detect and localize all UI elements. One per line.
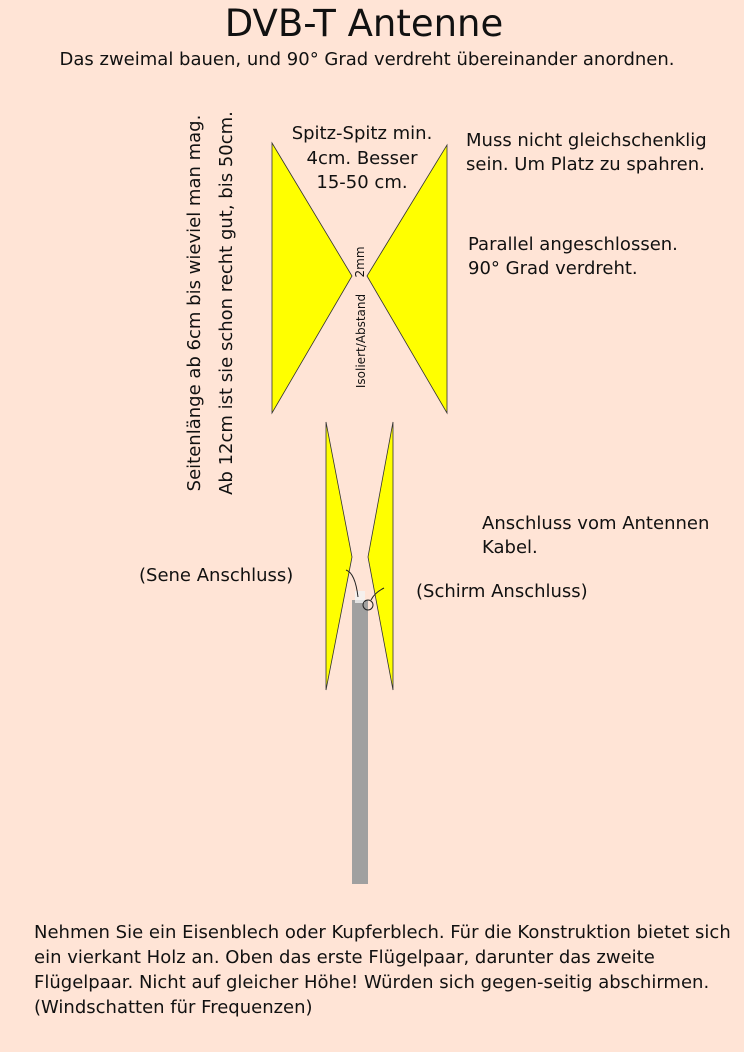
page-title: DVB-T Antenne	[224, 2, 504, 45]
cable-end	[355, 591, 365, 603]
instructions-text: Nehmen Sie ein Eisenblech oder Kupferblech. Für die Konstruktion bietet sich ein vierkant Holz an. Oben das erste Flügelpaar, darunter das zweite Flügelpaar. Nicht auf gleicher Höhe! Würden sich gegen-seitig abschirmen. (Windschatten für Frequenzen)	[34, 922, 731, 1018]
lower-right-wing	[368, 422, 393, 690]
side-length-note: Seitenlänge ab 6cm bis wieviel man mag. Ab 12cm ist sie schon recht gut, bis 50cm.	[184, 111, 237, 495]
subtitle: Das zweimal bauen, und 90° Grad verdreht übereinander anordnen.	[59, 49, 675, 70]
mast	[352, 600, 368, 884]
parallel-note: Parallel angeschlossen. 90° Grad verdreht.	[468, 234, 678, 279]
lower-left-wing	[326, 422, 352, 690]
gap-label: 2mm	[353, 246, 367, 278]
insulation-label: Isoliert/Abstand	[354, 293, 368, 389]
tip-distance-note: Spitz-Spitz min. 4cm. Besser 15-50 cm.	[291, 123, 433, 193]
shield-connection-label: (Schirm Anschluss)	[416, 581, 588, 602]
core-connection-label: (Sene Anschluss)	[139, 565, 294, 586]
isosceles-note: Muss nicht gleichschenklig sein. Um Platz zu spahren.	[466, 130, 707, 175]
cable-note: Anschluss vom Antennen Kabel.	[482, 513, 710, 558]
